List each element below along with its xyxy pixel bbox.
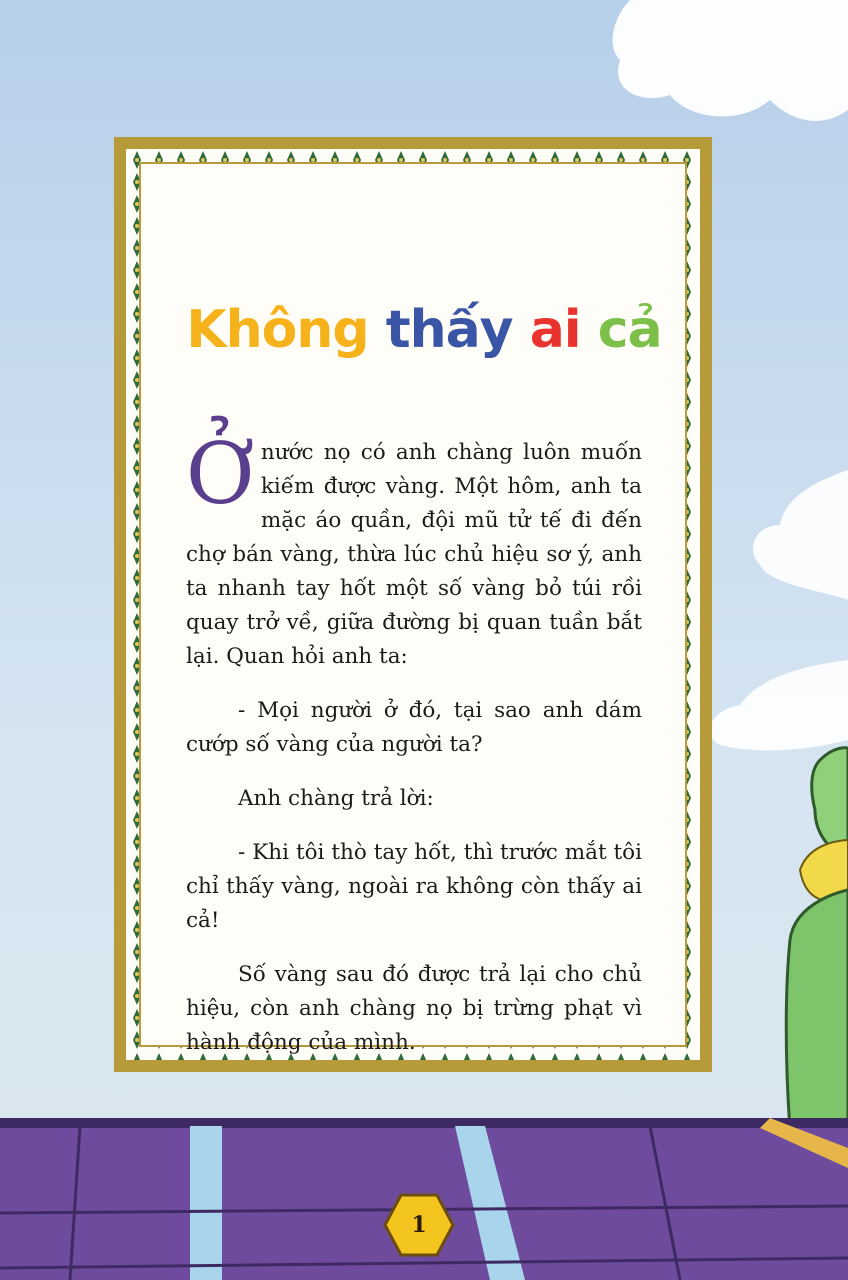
page-number: 1 [411,1212,427,1238]
character-illustration [780,740,848,1130]
drop-cap: Ở [186,425,255,523]
title-word-4: cả [597,300,662,360]
story-title [0,300,848,360]
cloud-top-right [600,0,848,140]
paragraph-5: Số vàng sau đó được trả lại cho chủ hiệu, còn anh chàng nọ bị trừng phạt vì hành động của mình. [186,962,642,1055]
paragraph-4: - Khi tôi thò tay hốt, thì trước mắt tôi chỉ thấy vàng, ngoài ra không còn thấy ai cả! [186,840,642,933]
page-number-badge [383,1192,455,1258]
title-word-2: thấy [385,300,513,360]
title-word-1: Không [186,300,369,360]
paragraph-1 [186,425,642,674]
paragraph-2: - Mọi người ở đó, tại sao anh dám cướp số vàng của người ta? [186,698,642,757]
paragraph-3: Anh chàng trả lời: [238,786,434,811]
story-text [186,425,642,1080]
paragraph-1-text: nước nọ có anh chàng luôn muốn kiếm được vàng. Một hôm, anh ta mặc áo quần, đội mũ tử tế đi đến chợ bán vàng, thừa lúc chủ hiệu sơ ý, anh ta nhanh tay hốt một số vàng bỏ túi rồi quay trở về, giữa đường bị quan tuần bắt lại. Quan hỏi anh ta: [186,440,642,669]
title-word-3: ai [529,300,581,360]
cloud-right-middle [740,470,848,600]
